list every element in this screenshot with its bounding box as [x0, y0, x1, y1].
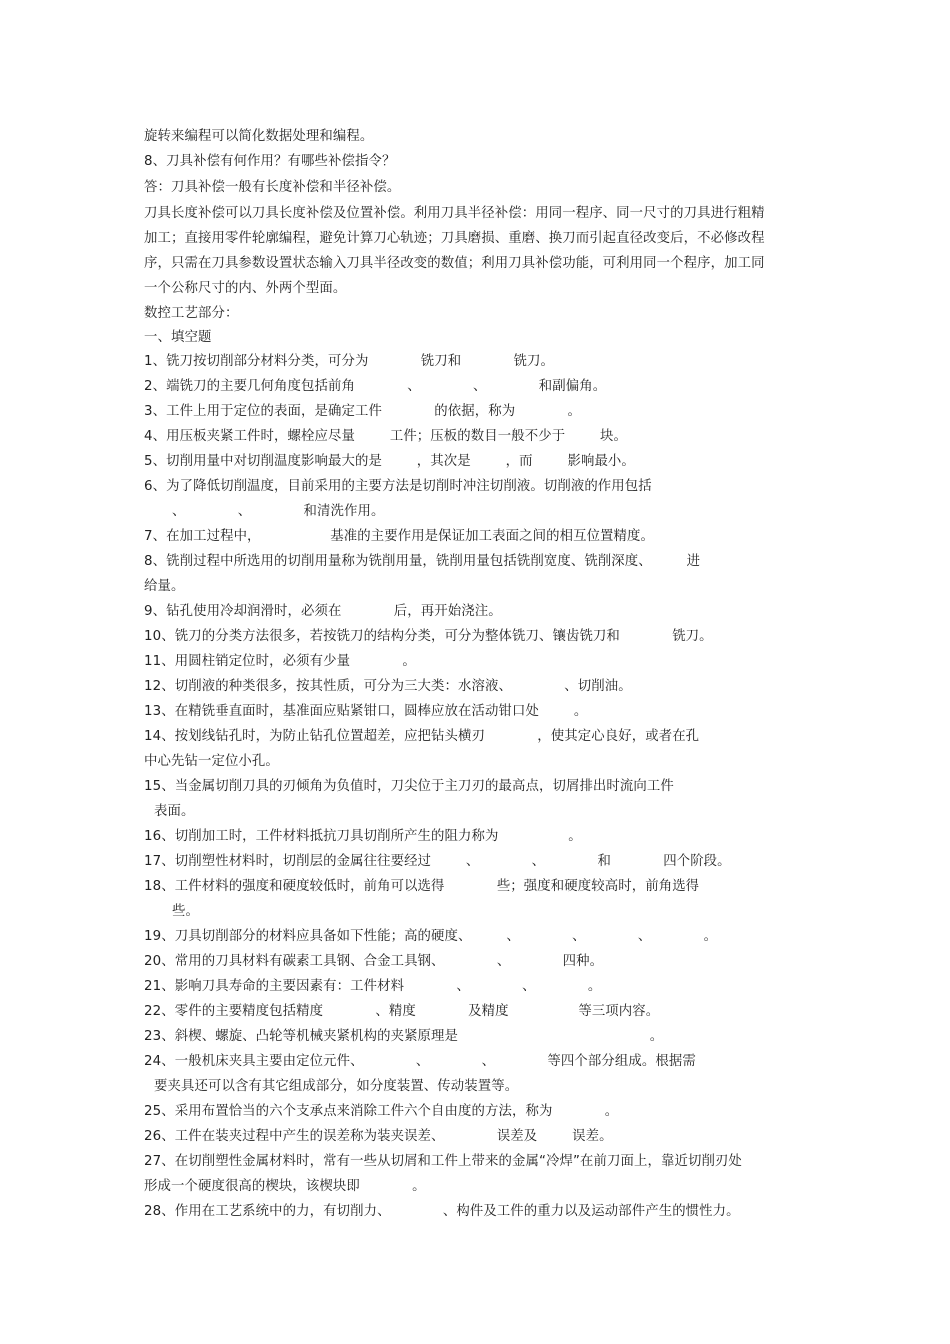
question-line: 2、端铣刀的主要几何角度包括前角 、 、 和副偏角。 — [144, 379, 607, 394]
question-line: 14、按划线钻孔时，为防止钻孔位置超差，应把钻头横刃 ，使其定心良好，或者在孔 — [144, 729, 700, 744]
question-continuation: 些。 — [172, 904, 199, 919]
answer-line: 答：刀具补偿一般有长度补偿和半径补偿。 — [144, 180, 401, 195]
question-line: 7、在加工过程中， 基准的主要作用是保证加工表面之间的相互位置精度。 — [144, 529, 655, 544]
question-continuation: 中心先钻一定位小孔。 — [144, 754, 279, 769]
text-line: 加工；直接用零件轮廓编程，避免计算刀心轨迹；刀具磨损、重磨、换刀而引起直径改变后，不必修改程 — [144, 231, 765, 246]
question-continuation: 、 、 和清洗作用。 — [172, 504, 385, 519]
question-line: 12、切削液的种类很多，按其性质，可分为三大类：水溶液、 、切削油。 — [144, 679, 632, 694]
question-line: 27、在切削塑性金属材料时，常有一些从切屑和工件上带来的金属“冷焊”在前刀面上，靠近切削刃处 — [144, 1154, 742, 1169]
question-continuation: 给量。 — [144, 579, 185, 594]
question-line: 11、用圆柱销定位时，必须有少量 。 — [144, 654, 416, 669]
question-line: 15、当金属切削刀具的刃倾角为负值时，刀尖位于主刀刃的最高点，切屑排出时流向工件 — [144, 779, 674, 794]
question-line: 5、切削用量中对切削温度影响最大的是 ，其次是 ，而 影响最小。 — [144, 454, 635, 469]
question-continuation: 表面。 — [154, 804, 195, 819]
question-line: 1、铣刀按切削部分材料分类，可分为 铣刀和 铣刀。 — [144, 354, 554, 369]
question-line: 18、工件材料的强度和硬度较低时，前角可以选得 些；强度和硬度较高时，前角选得 — [144, 879, 700, 894]
question-continuation: 要夹具还可以含有其它组成部分，如分度装置、传动装置等。 — [154, 1079, 519, 1094]
question-line: 19、刀具切削部分的材料应具备如下性能；高的硬度、 、 、 、 。 — [144, 929, 718, 944]
question-line: 26、工件在装夹过程中产生的误差称为装夹误差、 误差及 误差。 — [144, 1129, 613, 1144]
section-heading: 数控工艺部分： — [144, 306, 239, 321]
text-line: 序，只需在刀具参数设置状态输入刀具半径改变的数值；利用刀具补偿功能，可利用同一个程序，加工同 — [144, 256, 765, 271]
text-line: 一个公称尺寸的内、外两个型面。 — [144, 281, 347, 296]
question-line: 16、切削加工时，工件材料抵抗刀具切削所产生的阻力称为 。 — [144, 829, 582, 844]
question-line: 9、钻孔使用冷却润滑时，必须在 后，再开始浇注。 — [144, 604, 502, 619]
question-line: 28、作用在工艺系统中的力，有切削力、 、构件及工件的重力以及运动部件产生的惯性力。 — [144, 1204, 740, 1219]
question-line: 10、铣刀的分类方法很多，若按铣刀的结构分类，可分为整体铣刀、镶齿铣刀和 铣刀。 — [144, 629, 713, 644]
question-line: 4、用压板夹紧工件时，螺栓应尽量 工件；压板的数目一般不少于 块。 — [144, 429, 628, 444]
question-continuation: 形成一个硬度很高的楔块，该楔块即 。 — [144, 1179, 426, 1194]
question-line: 8、铣削过程中所选用的切削用量称为铣削用量，铣削用量包括铣削宽度、铣削深度、 进 — [144, 554, 701, 569]
text-line: 旋转来编程可以简化数据处理和编程。 — [144, 129, 374, 144]
question-line: 6、为了降低切削温度，目前采用的主要方法是切削时冲注切削液。切削液的作用包括 — [144, 479, 652, 494]
question-line: 8、刀具补偿有何作用？有哪些补偿指令？ — [144, 154, 396, 169]
question-line: 17、切削塑性材料时，切削层的金属往往要经过 、 、 和 四个阶段。 — [144, 854, 731, 869]
subsection-heading: 一、填空题 — [144, 330, 212, 345]
question-line: 25、采用布置恰当的六个支承点来消除工件六个自由度的方法，称为 。 — [144, 1104, 619, 1119]
question-line: 22、零件的主要精度包括精度 、精度 及精度 等三项内容。 — [144, 1004, 660, 1019]
question-line: 20、常用的刀具材料有碳素工具钢、合金工具钢、 、 四种。 — [144, 954, 604, 969]
question-line: 21、影响刀具寿命的主要因素有：工件材料 、 、 。 — [144, 979, 602, 994]
question-line: 3、工件上用于定位的表面，是确定工件 的依据，称为 。 — [144, 404, 581, 419]
question-line: 13、在精铣垂直面时，基准面应贴紧钳口，圆棒应放在活动钳口处 。 — [144, 704, 588, 719]
text-line: 刀具长度补偿可以刀具长度补偿及位置补偿。利用刀具半径补偿：用同一程序、同一尺寸的刀具进行粗精 — [144, 206, 765, 221]
question-line: 23、斜楔、螺旋、凸轮等机械夹紧机构的夹紧原理是 。 — [144, 1029, 664, 1044]
question-line: 24、一般机床夹具主要由定位元件、 、 、 等四个部分组成。根据需 — [144, 1054, 696, 1069]
